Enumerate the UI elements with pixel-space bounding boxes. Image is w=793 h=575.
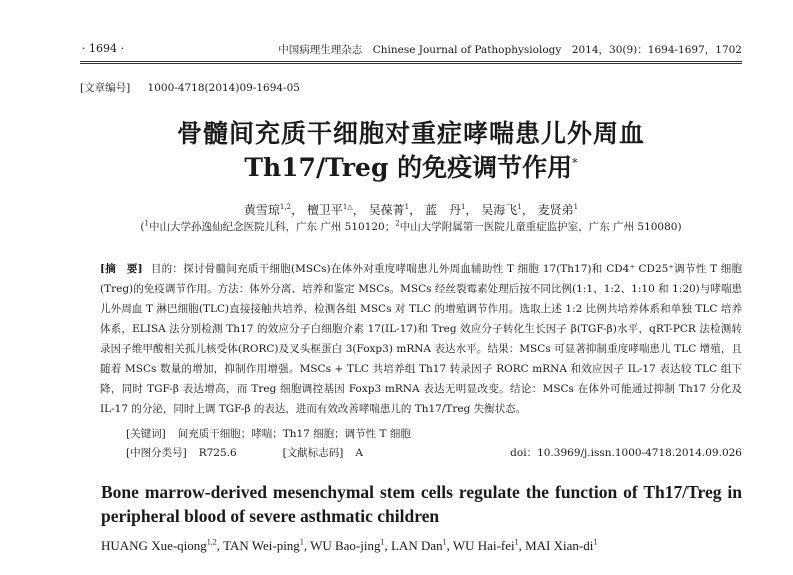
chinese-title-line-1: 骨髓间充质干细胞对重症哮喘患儿外周血 — [176, 119, 645, 148]
author: 麦贤弟$^1$ — [537, 203, 579, 217]
author: MAI Xian-$di^1$ — [525, 538, 598, 554]
chinese-title-line-2: Th17/Treg 的免疫调节作用* — [244, 153, 578, 182]
clc-code: R725.6 — [198, 447, 237, 459]
journal-citation-line: 中国病理生理杂志 Chinese Journal of Pathophysiology 2014，30(9)：1694-1697，1702 — [278, 44, 742, 56]
english-author-list — [101, 533, 742, 556]
funding-footnote-mark: * — [572, 156, 578, 170]
chinese-author-list — [80, 201, 742, 218]
author: HUANG Xue-qiong$^{1,2}$, — [101, 538, 224, 554]
author: TAN Wei-ping$^1$, — [223, 538, 311, 554]
author: 黄雪琼$^{1,2}$， — [243, 203, 304, 217]
article-number-value: 1000-4718(2014)09-1694-05 — [147, 82, 300, 94]
author: WU Bao-jing$^1$, — [310, 538, 391, 554]
header-rule-thin — [80, 63, 742, 64]
keywords — [126, 426, 411, 441]
clc-label: [中图分类号] — [126, 447, 187, 459]
author: WU Hai-fei$^1$, — [452, 538, 526, 554]
document-code-label: [文献标志码] — [282, 447, 344, 459]
abstract-text: 目的：探讨骨髓间充质干细胞(MSCs)在体外对重度哮喘患儿外周血辅助性 T 细胞 17(Th17)和 CD4⁺ CD25⁺调节性 T 细胞(Treg)的免疫调节作用。方法：体外分离、培养和鉴定 MSCs。MSCs 经丝裂霉素处理后按不同比例(1:1、1:2、1:10 和 1:20)与哮喘患儿外周血 T 淋巴细胞(TLC)直接接触共培养，检测各组 MSCs 对 TLC 的增殖调节作用。选取上述 1:2 比例共培养体系和单独 TLC 培养体系，ELISA 法分别检测 Th17 的效应分子白细胞介素 17(IL-17)和 Treg 效应分子转化生长因子 β(TGF-β)水平，qRT-PCR 法检测转录因子维甲酸相关孤儿核受体(RORC)及叉头框蛋白 3(Foxp3) mRNA 表达水平。结果：MSCs 可显著抑制重度哮喘患儿 TLC 增殖，且随着 MSCs 数量的增加，抑制作用增强。MSCs + TLC 共培养组 Th17 转录因子 RORC mRNA 和效应因子 IL-17 表达较 TLC 组下降，同时 TGF-β 表达增高，而 Treg 细胞调控基因 Foxp3 mRNA 表达无明显改变。结论：MSCs 在体外可能通过抑制 Th17 分化及 IL-17 的分泌，同时上调 TGF-β 的表达，进而有效改善哮喘患儿的 Th17/Treg 失衡状态。 — [100, 263, 743, 415]
abstract-label: [摘 要] — [100, 263, 143, 275]
header-rule-thick — [80, 61, 742, 62]
keywords-text: 间充质干细胞；哮喘；Th17 细胞；调节性 T 细胞 — [177, 428, 411, 440]
author: 檀卫平$^{1\triangle}$， — [306, 203, 365, 217]
article-number — [80, 80, 300, 95]
author: 蓝 丹$^1$， — [424, 203, 478, 217]
author: 吴海飞$^1$， — [481, 203, 534, 217]
doi: doi：10.3969/j.issn.1000-4718.2014.09.026 — [510, 447, 742, 459]
keywords-label: [关键词] — [126, 428, 166, 440]
chinese-affiliations: ($^1$中山大学孙逸仙纪念医院儿科，广东 广州 510120；$^2$中山大学附属第一医院儿童重症监护室，广东 广州 510080) — [140, 219, 682, 233]
classification-row — [126, 445, 742, 460]
document-code: A — [355, 447, 363, 459]
english-title: Bone marrow-derived mesenchymal stem cells regulate the function of Th17/Treg in peripheral blood of severe asthmatic children — [101, 482, 742, 526]
chinese-abstract — [100, 259, 742, 419]
author: 吴葆菁$^1$， — [368, 203, 422, 217]
page-number: · 1694 · — [82, 42, 124, 55]
article-number-label: [文章编号] — [80, 82, 131, 94]
author: LAN Dan$^1$, — [390, 538, 453, 554]
running-header — [82, 42, 742, 58]
